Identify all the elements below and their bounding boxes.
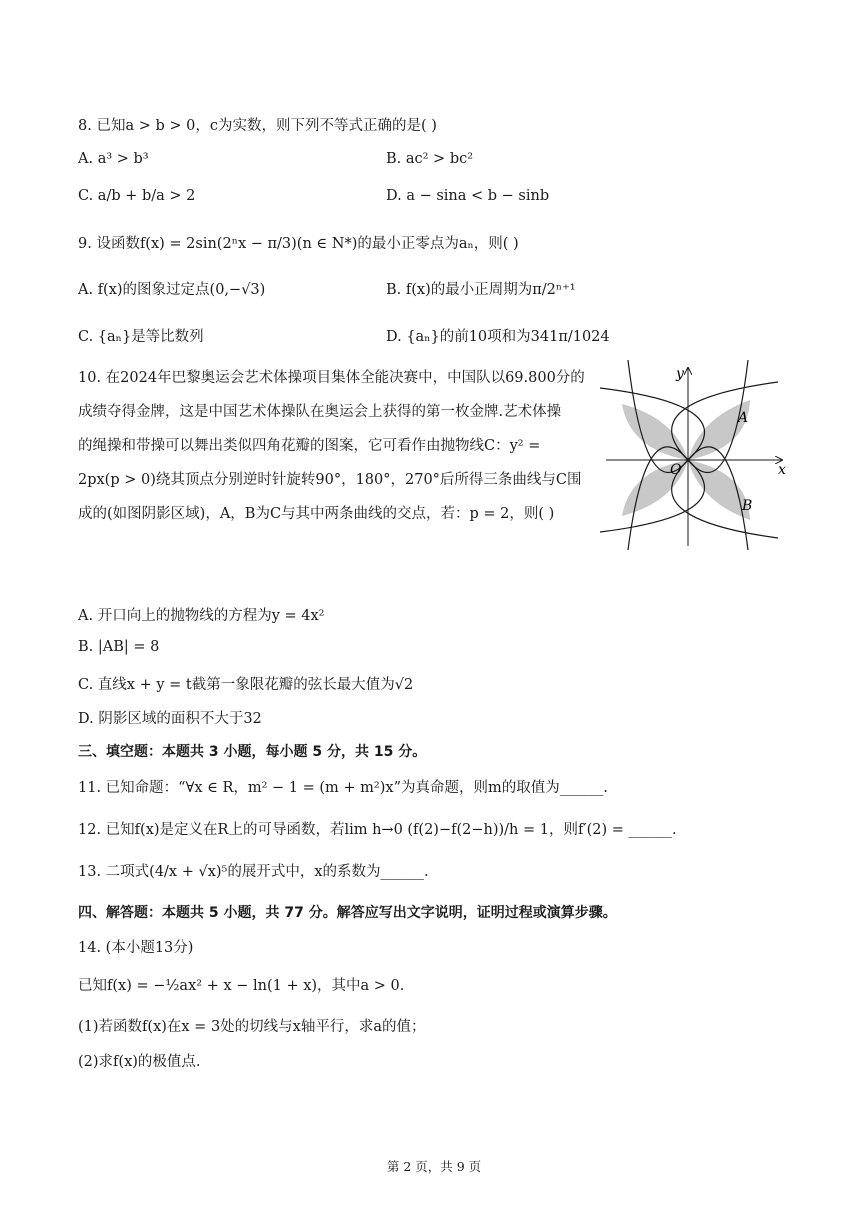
q10-option-b: B. |AB| = 8 [78, 639, 160, 655]
q9-stem: 9. 设函数f(x) = 2sin(2ⁿx − π/3)(n ∈ N*)的最小正零点为aₙ，则( ) [78, 236, 519, 252]
q10-option-d: D. 阴影区域的面积不大于32 [78, 711, 262, 727]
q10-stem-line-3: 的绳操和带操可以舞出类似四角花瓣的图案，它可看作由抛物线C：y² = [78, 438, 541, 454]
page-footer: 第 2 页，共 9 页 [386, 1159, 482, 1174]
q9-option-c: C. {aₙ}是等比数列 [78, 329, 204, 345]
q10-stem-line-4: 2px(p > 0)绕其顶点分别逆时针旋转90°，180°，270°后所得三条曲线与C围 [78, 472, 582, 488]
section-3-heading: 三、填空题：本题共 3 小题，每小题 5 分，共 15 分。 [78, 744, 427, 760]
q8-option-c: C. a/b + b/a > 2 [78, 188, 196, 204]
q9-option-d: D. {aₙ}的前10项和为341π/1024 [386, 329, 610, 345]
q10-figure [600, 360, 800, 550]
q9-option-b: B. f(x)的最小正周期为π/2ⁿ⁺¹ [386, 282, 576, 298]
q14-part-1: (1)若函数f(x)在x = 3处的切线与x轴平行，求a的值； [78, 1019, 426, 1035]
axis-y-label: y [676, 366, 684, 382]
q11: 11. 已知命题：“∀x ∈ R，m² − 1 = (m + m²)x”为真命题，则m的取值为______. [78, 780, 608, 796]
axis-x-label: x [778, 462, 786, 478]
q8-option-b: B. ac² > bc² [386, 151, 474, 167]
point-b-label: B [742, 498, 753, 514]
q8-option-d: D. a − sina < b − sinb [386, 188, 550, 204]
q13: 13. 二项式(4/x + √x)⁵的展开式中，x的系数为______. [78, 864, 429, 880]
q10-option-c: C. 直线x + y = t截第一象限花瓣的弦长最大值为√2 [78, 677, 414, 693]
q10-stem-line-2: 成绩夺得金牌，这是中国艺术体操队在奥运会上获得的第一枚金牌.艺术体操 [78, 404, 562, 420]
q14-header: 14. (本小题13分) [78, 940, 194, 956]
q10-stem-line-1: 10. 在2024年巴黎奥运会艺术体操项目集体全能决赛中，中国队以69.800分的 [78, 370, 585, 386]
q12: 12. 已知f(x)是定义在R上的可导函数，若lim h→0 (f(2)−f(2−h))/h = 1，则f′(2) = ______. [78, 822, 677, 838]
q10-option-a: A. 开口向上的抛物线的方程为y = 4x² [78, 608, 325, 624]
q14-given: 已知f(x) = −½ax² + x − ln(1 + x)，其中a > 0. [78, 978, 405, 994]
q8-stem: 8. 已知a > b > 0，c为实数，则下列不等式正确的是( ) [78, 118, 437, 134]
q14-part-2: (2)求f(x)的极值点. [78, 1054, 201, 1070]
origin-label: O [670, 462, 682, 478]
q9-option-a: A. f(x)的图象过定点(0,−√3) [78, 282, 266, 298]
q10-stem-line-5: 成的(如图阴影区域)，A，B为C与其中两条曲线的交点，若：p = 2，则( ) [78, 506, 555, 522]
point-a-label: A [738, 410, 749, 426]
q8-option-a: A. a³ > b³ [78, 151, 149, 167]
section-4-heading: 四、解答题：本题共 5 小题，共 77 分。解答应写出文字说明，证明过程或演算步骤。 [78, 905, 617, 921]
